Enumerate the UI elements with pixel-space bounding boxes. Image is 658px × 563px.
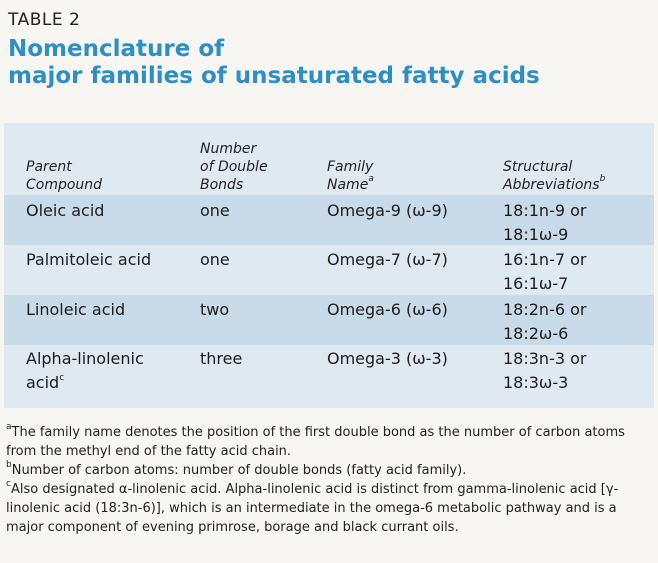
cell-parent: Alpha-linolenic acid$^c$ [26, 349, 144, 392]
table-row [4, 295, 654, 345]
footnotes [6, 423, 652, 537]
cell-parent: Oleic acid [26, 201, 105, 220]
cell-bonds: two [200, 300, 230, 319]
cell-family: Omega-7 (ω-7) [327, 250, 448, 269]
footnote-a: $^a$The family name denotes the position of the first double bond as the number of carbon atoms from the methyl end of the fatty acid chain. [6, 421, 625, 459]
cell-parent: Palmitoleic acid [26, 250, 152, 269]
cell-bonds: one [200, 250, 230, 269]
header-parent-compound: Parent Compound [26, 159, 103, 193]
header-family-name: Family Name$^a$ [327, 159, 374, 193]
header-structural-abbreviations: Structural Abbreviations$^b$ [503, 159, 606, 193]
title-line-1: Nomenclature of [8, 36, 225, 62]
cell-bonds: one [200, 201, 230, 220]
cell-abbrev: 18:2n-6 or 18:2ω-6 [503, 300, 587, 343]
header-number-double-bonds: Number of Double Bonds [200, 141, 268, 193]
cell-parent: Linoleic acid [26, 300, 126, 319]
cell-family: Omega-9 (ω-9) [327, 201, 448, 220]
table-row [4, 195, 654, 245]
table-header-row [4, 133, 654, 195]
title-line-2: major families of unsaturated fatty acids [8, 63, 540, 89]
footnote-mark-c: c [59, 372, 65, 383]
table-row [4, 245, 654, 295]
table-title [8, 36, 540, 90]
cell-bonds: three [200, 349, 243, 368]
table-label: TABLE 2 [8, 10, 81, 30]
footnote-c: $^c$Also designated α-linolenic acid. Alpha-linolenic acid is distinct from gamma-linolenic acid [γ-linolenic acid (18:3n-6)], which is an intermediate in the omega-6 metabolic pathway and is a major component of evening primrose, borage and black currant oils. [6, 478, 619, 535]
cell-abbrev: 18:1n-9 or 18:1ω-9 [503, 201, 587, 244]
table-panel [4, 123, 654, 408]
footnote-mark-a: a [368, 174, 374, 185]
cell-family: Omega-6 (ω-6) [327, 300, 448, 319]
footnote-mark-b: b [599, 174, 606, 185]
cell-family: Omega-3 (ω-3) [327, 349, 448, 368]
cell-abbrev: 18:3n-3 or 18:3ω-3 [503, 349, 587, 392]
table-row [4, 345, 654, 401]
footnote-b: $^b$Number of carbon atoms: number of double bonds (fatty acid family). [6, 459, 467, 478]
cell-abbrev: 16:1n-7 or 16:1ω-7 [503, 250, 587, 293]
